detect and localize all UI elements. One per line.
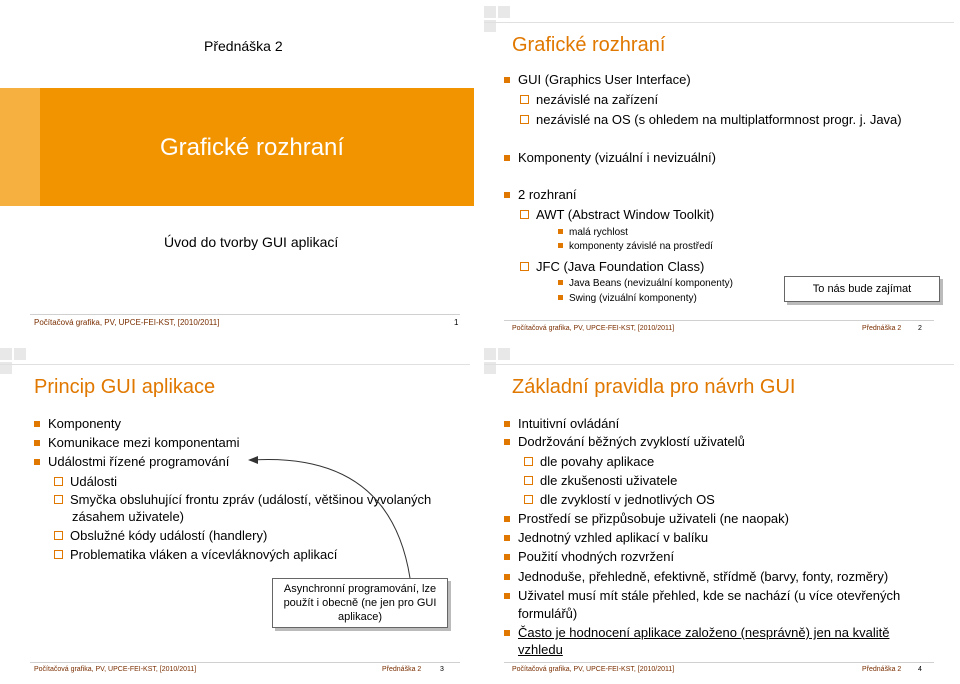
slide-2-item-7: malá rychlost [558,227,628,238]
slide-2-page: 2 [918,325,922,332]
slide-3-lecture: Přednáška 2 [382,666,422,673]
slide-2-item-4: Komponenty (vizuální i nevizuální) [504,150,716,165]
slide-4 [484,344,960,684]
slide-2-item-11: Swing (vizuální komponenty) [558,293,697,304]
slide-4-item-4: dle zkušenosti uživatele [524,473,677,488]
slide-3-footer-rule [30,662,460,663]
slide-2-title-rule [484,22,954,23]
slide-1-header: Přednáška 2 [204,38,283,54]
slide-1-page: 1 [454,318,459,327]
slide-2-item-3: nezávislé na OS (s ohledem na multiplatformnost progr. j. Java) [520,112,902,127]
slide-3-title: Princip GUI aplikace [34,376,216,398]
slide-2-title: Grafické rozhraní [512,34,666,56]
slide-4-lecture: Přednáška 2 [862,666,902,673]
slide-3-item-4: Události [54,474,117,489]
slide-4-item-6: Prostředí se přizpůsobuje uživateli (ne naopak) [504,511,789,526]
slide-2-item-8: komponenty závislé na prostředí [558,241,713,252]
slide-4-item-9: Jednoduše, přehledně, efektivně, střídmě (barvy, fonty, rozměry) [504,569,888,584]
slide-2-footer-rule [504,320,934,321]
slide-2-item-1: GUI (Graphics User Interface) [504,72,691,87]
slide-3-footer: Počítačová grafika, PV, UPCE-FEI-KST, [2010/2011] [34,666,197,673]
slide-2 [484,0,960,340]
slide-2-item-9: JFC (Java Foundation Class) [520,259,704,274]
slide-1-subtitle: Úvod do tvorby GUI aplikací [164,234,339,250]
slide-1 [0,0,476,335]
slide-3-item-3: Událostmi řízené programování [34,454,229,469]
slide-2-callout: To nás bude zajímat [784,276,940,302]
slide-2-item-5: 2 rozhraní [504,187,577,202]
slide-2-item-10: Java Beans (nevizuální komponenty) [558,278,733,289]
slide-4-title-rule [484,364,954,365]
slide-4-item-13: vzhledu [518,642,563,657]
slide-2-item-2: nezávislé na zařízení [520,92,658,107]
slide-3-callout-line-1: Asynchronní programování, lze [283,583,437,595]
slide-1-footer: Počítačová grafika, PV, UPCE-FEI-KST, [2010/2011] [34,318,220,327]
slide-3-item-5: Smyčka obsluhující frontu zpráv (událostí, většinou vyvolaných [54,492,431,507]
slide-3-arrow [240,454,470,584]
slide-4-item-5: dle zvyklostí v jednotlivých OS [524,492,715,507]
slide-4-footer-rule [504,662,934,663]
slide-4-title: Základní pravidla pro návrh GUI [512,376,796,398]
slide-2-corner-1 [484,6,496,18]
slide-4-item-12: Často je hodnocení aplikace založeno (nesprávně) jen na kvalitě [504,625,889,640]
slide-3-callout-line-3: aplikace) [337,611,383,623]
slide-3-item-7: Obslužné kódy událostí (handlery) [54,528,267,543]
slide-3-item-6: zásahem uživatele) [72,509,184,524]
slide-3-page: 3 [440,666,444,673]
slide-3 [0,344,476,684]
slide-1-title: Grafické rozhraní [160,134,345,161]
slide-4-item-10: Uživatel musí mít stále přehled, kde se nachází (u více otevřených [504,588,900,603]
slide-4-item-2: Dodržování běžných zvyklostí uživatelů [504,434,745,449]
slide-4-item-1: Intuitivní ovládání [504,416,619,431]
slide-3-item-8: Problematika vláken a vícevláknových aplikací [54,547,337,562]
slide-2-lecture: Přednáška 2 [862,325,902,332]
slide-1-title-band-light [0,88,40,206]
slide-3-callout-line-2: použít i obecně (ne jen pro GUI [283,597,437,609]
slide-3-callout [272,578,448,628]
slide-4-item-7: Jednotný vzhled aplikací v balíku [504,530,708,545]
slide-3-corner-1 [0,348,12,360]
slide-3-corner-2 [14,348,26,360]
slide-3-item-1: Komponenty [34,416,121,431]
slide-4-item-8: Použití vhodných rozvržení [504,549,674,564]
slide-3-item-2: Komunikace mezi komponentami [34,435,239,450]
slide-2-item-6: AWT (Abstract Window Toolkit) [520,207,714,222]
slide-1-footer-rule [30,314,460,315]
slide-4-item-3: dle povahy aplikace [524,454,654,469]
slide-4-footer: Počítačová grafika, PV, UPCE-FEI-KST, [2010/2011] [512,666,675,673]
slide-2-corner-2 [498,6,510,18]
slide-4-page: 4 [918,666,922,673]
slide-3-title-rule [0,364,470,365]
slide-4-item-11: formulářů) [518,606,578,621]
slide-2-footer: Počítačová grafika, PV, UPCE-FEI-KST, [2010/2011] [512,325,675,332]
slide-4-corner-1 [484,348,496,360]
slide-4-corner-2 [498,348,510,360]
